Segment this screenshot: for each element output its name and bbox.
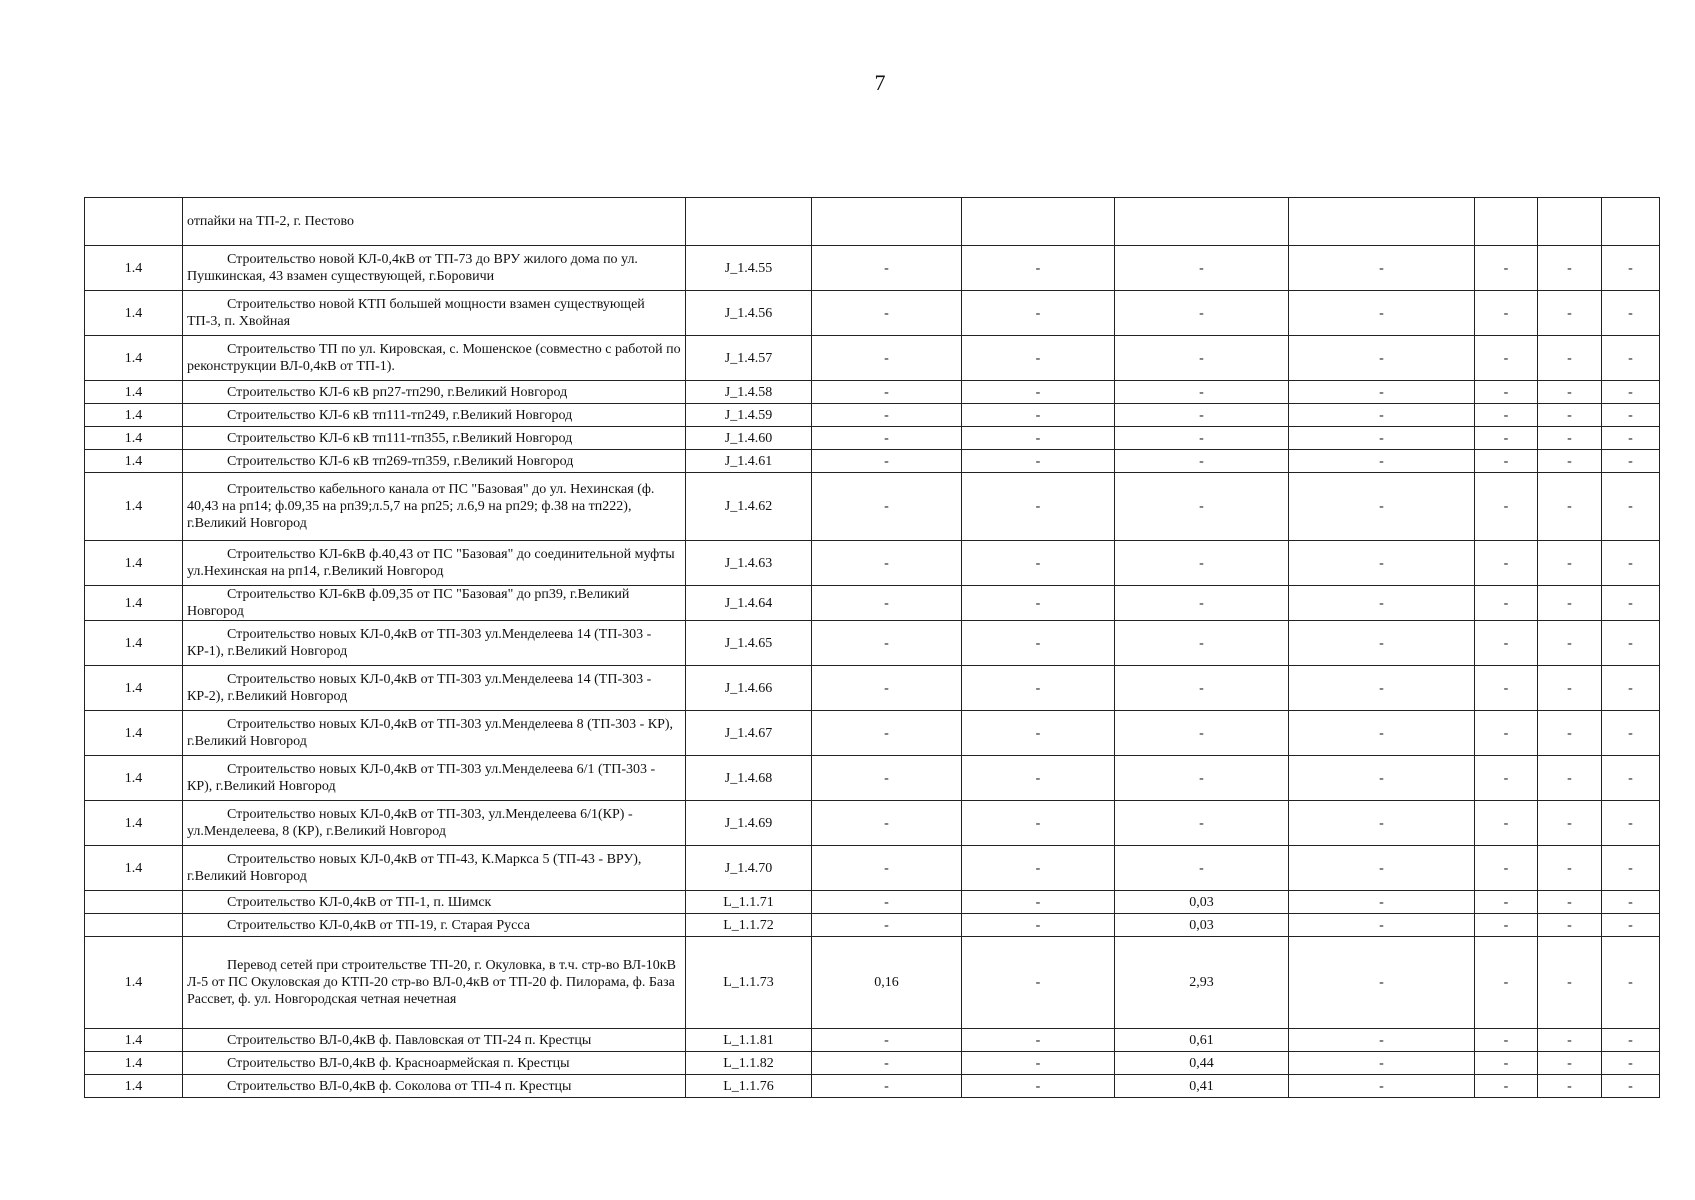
table-row [85,891,1660,914]
value-cell: - [1289,1052,1475,1075]
value-cell: - [1289,336,1475,381]
value-cell: - [1475,246,1538,291]
value-cell: - [962,666,1115,711]
value-cell: - [1115,291,1289,336]
value-cell: - [1538,666,1602,711]
value-cell: - [962,891,1115,914]
value-cell: - [1602,1052,1660,1075]
row-number-cell: 1.4 [85,246,183,291]
value-cell: - [812,450,962,473]
value-cell: - [1602,621,1660,666]
row-number-cell [85,891,183,914]
value-cell: - [1289,291,1475,336]
project-name-cell: Строительство КЛ-6кВ ф.40,43 от ПС "Базовая" до соединительной муфты ул.Нехинская на рп14, г.Великий Новгород [183,541,686,586]
value-cell: - [812,891,962,914]
table-row [85,1052,1660,1075]
project-code-cell: J_1.4.57 [686,336,812,381]
value-cell: - [812,427,962,450]
value-cell: - [1115,404,1289,427]
value-cell: - [1475,914,1538,937]
value-cell [1602,198,1660,246]
value-cell: - [1115,666,1289,711]
value-cell: - [812,473,962,541]
value-cell: - [1115,541,1289,586]
value-cell: - [812,1075,962,1098]
project-code-cell: L_1.1.71 [686,891,812,914]
value-cell: - [962,473,1115,541]
row-number-cell: 1.4 [85,450,183,473]
value-cell: - [1602,891,1660,914]
value-cell: - [1289,1029,1475,1052]
value-cell: - [1538,541,1602,586]
project-name-cell: Строительство ТП по ул. Кировская, с. Мошенское (совместно с работой по реконструкции ВЛ-0,4кВ от ТП-1). [183,336,686,381]
project-name-cell: Строительство новых КЛ-0,4кВ от ТП-303, ул.Менделеева 6/1(КР) - ул.Менделеева, 8 (КР), г.Великий Новгород [183,801,686,846]
value-cell: - [962,291,1115,336]
value-cell: - [812,756,962,801]
value-cell: - [812,621,962,666]
project-name-cell: Строительство новой КЛ-0,4кВ от ТП-73 до ВРУ жилого дома по ул. Пушкинская, 43 взамен существующей, г.Боровичи [183,246,686,291]
value-cell: - [1475,756,1538,801]
value-cell: - [1289,427,1475,450]
value-cell: - [1289,1075,1475,1098]
value-cell: - [1538,1029,1602,1052]
value-cell: - [1602,336,1660,381]
value-cell: - [1602,937,1660,1029]
value-cell: - [812,801,962,846]
value-cell: - [1538,381,1602,404]
table-row [85,846,1660,891]
row-number-cell [85,914,183,937]
value-cell: - [1475,621,1538,666]
value-cell: - [1115,621,1289,666]
value-cell: - [1475,541,1538,586]
value-cell: - [1602,711,1660,756]
value-cell: - [1115,381,1289,404]
value-cell: - [1538,846,1602,891]
row-number-cell: 1.4 [85,1052,183,1075]
value-cell: - [1602,846,1660,891]
value-cell: - [1475,291,1538,336]
row-number-cell: 1.4 [85,586,183,621]
row-number-cell [85,198,183,246]
project-code-cell [686,198,812,246]
value-cell: - [1538,336,1602,381]
project-code-cell: J_1.4.69 [686,801,812,846]
project-code-cell: J_1.4.65 [686,621,812,666]
value-cell: - [1602,291,1660,336]
project-name-cell: Строительство КЛ-6 кВ тп111-тп249, г.Великий Новгород [183,404,686,427]
project-name-cell: Строительство ВЛ-0,4кВ ф. Красноармейская п. Крестцы [183,1052,686,1075]
value-cell: - [812,246,962,291]
value-cell: - [1538,711,1602,756]
value-cell: - [1475,586,1538,621]
value-cell: - [1289,756,1475,801]
value-cell: - [1115,711,1289,756]
value-cell: 0,44 [1115,1052,1289,1075]
project-code-cell: J_1.4.56 [686,291,812,336]
value-cell: - [1115,473,1289,541]
value-cell: - [812,666,962,711]
value-cell: - [962,404,1115,427]
row-number-cell: 1.4 [85,756,183,801]
value-cell: - [1115,427,1289,450]
value-cell: - [1475,801,1538,846]
value-cell: - [1602,246,1660,291]
row-number-cell: 1.4 [85,381,183,404]
row-number-cell: 1.4 [85,937,183,1029]
project-name-cell: Строительство новых КЛ-0,4кВ от ТП-303 ул.Менделеева 14 (ТП-303 - КР-1), г.Великий Новгород [183,621,686,666]
value-cell: - [1475,381,1538,404]
value-cell: - [962,1075,1115,1098]
value-cell: - [1289,891,1475,914]
page-number: 7 [874,70,886,95]
value-cell: - [962,427,1115,450]
value-cell: - [1538,404,1602,427]
value-cell [1115,198,1289,246]
value-cell: - [1538,450,1602,473]
row-number-cell: 1.4 [85,473,183,541]
value-cell: - [1115,246,1289,291]
project-code-cell: L_1.1.72 [686,914,812,937]
project-code-cell: J_1.4.64 [686,586,812,621]
project-code-cell: J_1.4.59 [686,404,812,427]
project-code-cell: L_1.1.76 [686,1075,812,1098]
row-number-cell: 1.4 [85,846,183,891]
value-cell: 0,03 [1115,891,1289,914]
value-cell: - [962,801,1115,846]
value-cell: - [812,336,962,381]
value-cell: - [812,291,962,336]
project-code-cell: L_1.1.82 [686,1052,812,1075]
project-code-cell: J_1.4.55 [686,246,812,291]
table-body [85,198,1660,1098]
value-cell: - [812,1029,962,1052]
project-code-cell: J_1.4.66 [686,666,812,711]
value-cell: - [1602,427,1660,450]
table-row [85,336,1660,381]
project-code-cell: J_1.4.68 [686,756,812,801]
project-name-cell: Строительство КЛ-0,4кВ от ТП-1, п. Шимск [183,891,686,914]
value-cell: - [1475,666,1538,711]
value-cell: - [962,246,1115,291]
value-cell: - [962,381,1115,404]
table-row [85,756,1660,801]
value-cell: - [812,1052,962,1075]
value-cell: - [1475,891,1538,914]
value-cell: - [1289,586,1475,621]
value-cell: - [1602,541,1660,586]
project-code-cell: J_1.4.67 [686,711,812,756]
value-cell: - [812,846,962,891]
value-cell: - [1538,1075,1602,1098]
value-cell: - [1475,1075,1538,1098]
value-cell: - [1538,586,1602,621]
value-cell: - [1289,541,1475,586]
value-cell: - [1289,621,1475,666]
value-cell: - [1289,473,1475,541]
value-cell: - [962,914,1115,937]
value-cell: - [1475,404,1538,427]
row-number-cell: 1.4 [85,711,183,756]
row-number-cell: 1.4 [85,541,183,586]
project-name-cell: Строительство кабельного канала от ПС "Базовая" до ул. Нехинская (ф. 40,43 на рп14; ф.09,35 на рп39;л.5,7 на рп25; л.6,9 на рп29; ф.38 на тп222), г.Великий Новгород [183,473,686,541]
value-cell: - [962,711,1115,756]
value-cell: - [812,914,962,937]
table-row [85,246,1660,291]
value-cell [1475,198,1538,246]
value-cell: - [962,621,1115,666]
value-cell: - [1538,801,1602,846]
value-cell: - [1538,473,1602,541]
row-number-cell: 1.4 [85,801,183,846]
value-cell: - [1475,937,1538,1029]
value-cell: - [1475,711,1538,756]
value-cell: 0,41 [1115,1075,1289,1098]
row-number-cell: 1.4 [85,1029,183,1052]
value-cell: - [1115,336,1289,381]
value-cell: - [1538,621,1602,666]
project-code-cell: L_1.1.73 [686,937,812,1029]
value-cell: - [1289,450,1475,473]
value-cell: - [1115,586,1289,621]
project-name-cell: Перевод сетей при строительстве ТП-20, г. Окуловка, в т.ч. стр-во ВЛ-10кВ Л-5 от ПС Окуловская до КТП-20 стр-во ВЛ-0,4кВ от ТП-20 ф. Пилорама, ф. База Рассвет, ф. ул. Новгородская четная нечетная [183,937,686,1029]
value-cell: - [1115,846,1289,891]
value-cell: - [1602,914,1660,937]
value-cell: - [1475,473,1538,541]
value-cell: - [1602,381,1660,404]
value-cell: - [1602,586,1660,621]
value-cell [1538,198,1602,246]
project-name-cell: Строительство ВЛ-0,4кВ ф. Соколова от ТП-4 п. Крестцы [183,1075,686,1098]
value-cell: - [962,450,1115,473]
value-cell: - [1115,801,1289,846]
value-cell: - [962,937,1115,1029]
value-cell: - [1538,914,1602,937]
value-cell: - [1289,711,1475,756]
value-cell: - [1602,1075,1660,1098]
value-cell: - [962,846,1115,891]
investment-table [84,197,1660,1098]
project-name-cell: Строительство КЛ-6 кВ рп27-тп290, г.Великий Новгород [183,381,686,404]
value-cell: 2,93 [1115,937,1289,1029]
value-cell: - [1538,891,1602,914]
value-cell [812,198,962,246]
value-cell: - [1289,404,1475,427]
table-row [85,450,1660,473]
value-cell: - [812,404,962,427]
project-code-cell: L_1.1.81 [686,1029,812,1052]
value-cell: - [1538,427,1602,450]
table-row [85,541,1660,586]
value-cell: - [1538,291,1602,336]
project-name-cell: Строительство новых КЛ-0,4кВ от ТП-43, К.Маркса 5 (ТП-43 - ВРУ), г.Великий Новгород [183,846,686,891]
project-name-cell: Строительство новых КЛ-0,4кВ от ТП-303 ул.Менделеева 6/1 (ТП-303 - КР), г.Великий Новгород [183,756,686,801]
value-cell: - [1538,756,1602,801]
table-row [85,198,1660,246]
value-cell: - [962,1029,1115,1052]
value-cell: - [1538,937,1602,1029]
table-row [85,1075,1660,1098]
project-name-cell: Строительство КЛ-0,4кВ от ТП-19, г. Старая Русса [183,914,686,937]
project-name-cell: отпайки на ТП-2, г. Пестово [183,198,686,246]
project-name-cell: Строительство КЛ-6 кВ тп111-тп355, г.Великий Новгород [183,427,686,450]
value-cell: - [1602,404,1660,427]
project-name-cell: Строительство КЛ-6кВ ф.09,35 от ПС "Базовая" до рп39, г.Великий Новгород [183,586,686,621]
value-cell: - [1475,1052,1538,1075]
value-cell: - [1289,914,1475,937]
value-cell: 0,03 [1115,914,1289,937]
table-row [85,711,1660,756]
table-row [85,621,1660,666]
value-cell: - [1289,666,1475,711]
row-number-cell: 1.4 [85,1075,183,1098]
value-cell: - [1602,450,1660,473]
table-row [85,381,1660,404]
project-name-cell: Строительство новой КТП большей мощности взамен существующей ТП-3, п. Хвойная [183,291,686,336]
value-cell: - [812,541,962,586]
value-cell: - [1115,756,1289,801]
value-cell: - [1602,666,1660,711]
table-row [85,666,1660,711]
value-cell: - [812,586,962,621]
project-code-cell: J_1.4.62 [686,473,812,541]
value-cell [962,198,1115,246]
value-cell: - [1538,1052,1602,1075]
value-cell: - [1289,801,1475,846]
row-number-cell: 1.4 [85,336,183,381]
table-row [85,586,1660,621]
project-name-cell: Строительство КЛ-6 кВ тп269-тп359, г.Великий Новгород [183,450,686,473]
project-code-cell: J_1.4.60 [686,427,812,450]
value-cell: - [1475,846,1538,891]
value-cell: - [1538,246,1602,291]
value-cell: - [962,336,1115,381]
row-number-cell: 1.4 [85,621,183,666]
value-cell: - [1475,336,1538,381]
project-name-cell: Строительство ВЛ-0,4кВ ф. Павловская от ТП-24 п. Крестцы [183,1029,686,1052]
row-number-cell: 1.4 [85,404,183,427]
row-number-cell: 1.4 [85,666,183,711]
table-row [85,473,1660,541]
table-row [85,1029,1660,1052]
row-number-cell: 1.4 [85,291,183,336]
value-cell: - [1602,473,1660,541]
project-code-cell: J_1.4.61 [686,450,812,473]
value-cell: - [1289,937,1475,1029]
value-cell: - [1602,1029,1660,1052]
value-cell: - [962,586,1115,621]
value-cell: - [962,541,1115,586]
value-cell: - [1602,756,1660,801]
project-code-cell: J_1.4.70 [686,846,812,891]
value-cell: - [1475,1029,1538,1052]
row-number-cell: 1.4 [85,427,183,450]
table-row [85,291,1660,336]
project-name-cell: Строительство новых КЛ-0,4кВ от ТП-303 ул.Менделеева 14 (ТП-303 - КР-2), г.Великий Новгород [183,666,686,711]
value-cell: 0,61 [1115,1029,1289,1052]
value-cell: - [962,1052,1115,1075]
value-cell [1289,198,1475,246]
table-row [85,427,1660,450]
value-cell: - [1475,427,1538,450]
project-name-cell: Строительство новых КЛ-0,4кВ от ТП-303 ул.Менделеева 8 (ТП-303 - КР), г.Великий Новгород [183,711,686,756]
value-cell: - [812,381,962,404]
value-cell: - [962,756,1115,801]
value-cell: - [1475,450,1538,473]
table-row [85,914,1660,937]
table-row [85,937,1660,1029]
value-cell: - [1289,381,1475,404]
project-code-cell: J_1.4.58 [686,381,812,404]
value-cell: - [1289,846,1475,891]
value-cell: - [1289,246,1475,291]
value-cell: - [1115,450,1289,473]
project-code-cell: J_1.4.63 [686,541,812,586]
table-row [85,801,1660,846]
value-cell: 0,16 [812,937,962,1029]
value-cell: - [812,711,962,756]
value-cell: - [1602,801,1660,846]
table-row [85,404,1660,427]
